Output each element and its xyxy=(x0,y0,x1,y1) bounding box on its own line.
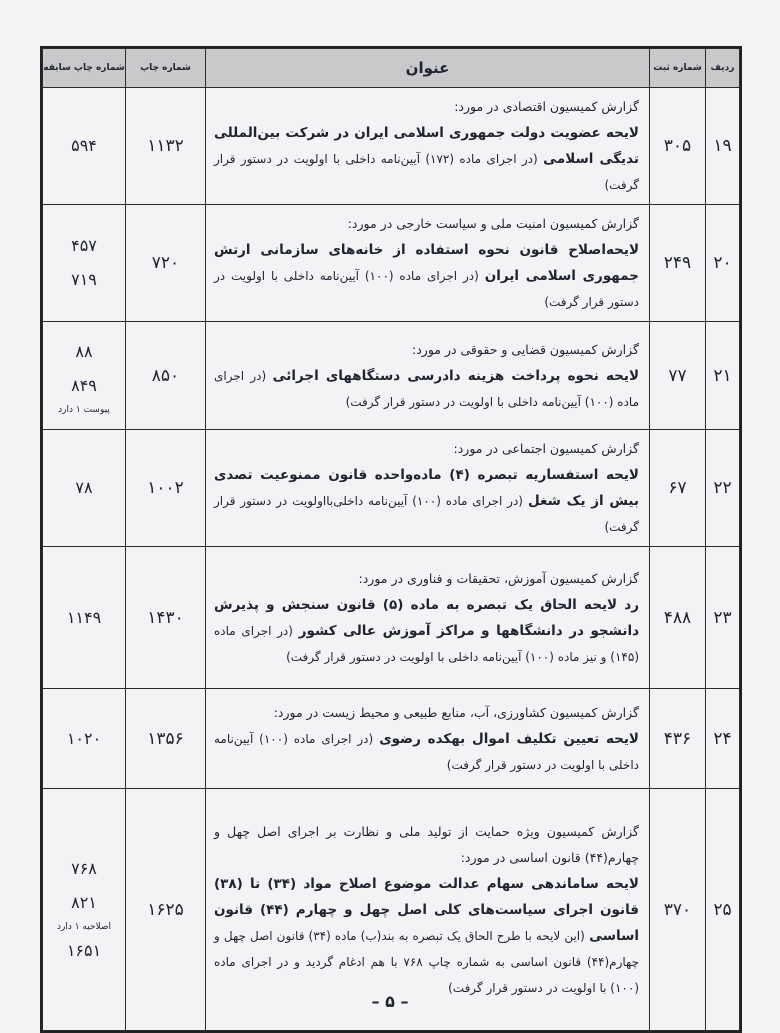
previous-print-number: ۸۸ xyxy=(75,341,93,361)
print-number: ۱۱۳۲ xyxy=(126,88,206,205)
list-number: ۳۰۵ xyxy=(650,88,706,205)
table-row xyxy=(43,205,740,322)
previous-print-cell xyxy=(43,205,126,322)
print-number: ۱۰۰۲ xyxy=(126,430,206,547)
print-number: ۷۲۰ xyxy=(126,205,206,322)
row-number: ۲۵ xyxy=(706,789,740,1031)
header-list-number: شماره ثبت xyxy=(650,49,706,88)
previous-print-cell xyxy=(43,322,126,430)
bill-title: لایحه نحوه پرداخت هزینه دادرسی دستگاههای اجرائی xyxy=(272,367,640,384)
row-number: ۱۹ xyxy=(706,88,740,205)
row-number: ۲۴ xyxy=(706,689,740,789)
previous-print-note: اصلاحیه ۱ دارد xyxy=(56,921,112,932)
commission-intro: گزارش کمیسیون ویژه حمایت از تولید ملی و نظارت بر اجرای اصل چهل و چهارم(۴۴) قانون اساسی در مورد: xyxy=(214,823,639,865)
commission-intro: گزارش کمیسیون امنیت ملی و سیاست خارجی در مورد: xyxy=(347,216,639,231)
commission-intro: گزارش کمیسیون اجتماعی در مورد: xyxy=(453,441,639,456)
previous-print-number: ۱۰۲۰ xyxy=(66,728,102,748)
row-number: ۲۱ xyxy=(706,322,740,430)
agenda-table xyxy=(42,48,740,1031)
print-number: ۱۴۳۰ xyxy=(126,547,206,689)
row-number: ۲۲ xyxy=(706,430,740,547)
title-cell xyxy=(206,430,650,547)
table-row xyxy=(43,689,740,789)
table-row xyxy=(43,322,740,430)
commission-intro: گزارش کمیسیون آموزش، تحقیقات و فناوری در مورد: xyxy=(358,570,639,586)
bill-title: لایحه تعیین تکلیف اموال بهکده رضوی xyxy=(379,730,639,747)
list-number: ۴۸۸ xyxy=(650,547,706,689)
title-cell xyxy=(206,689,650,789)
table-row xyxy=(43,430,740,547)
previous-print-number: ۱۶۵۱ xyxy=(66,940,102,960)
table-row xyxy=(43,547,740,689)
commission-intro: گزارش کمیسیون اقتصادی در مورد: xyxy=(454,99,639,114)
previous-print-number: ۷۸ xyxy=(75,478,93,497)
print-number: ۸۵۰ xyxy=(126,322,206,430)
title-cell xyxy=(206,547,650,689)
bill-title: رد لایحه الحاق یک تبصره به ماده (۵) قانون سنجش و پذیرش دانشجو در دانشگاهها و مراکز آموزش عالی کشور xyxy=(214,596,640,639)
previous-print-cell xyxy=(43,547,126,689)
bill-note: (در اجرای ماده (۱۴۵) و نیز ماده (۱۰۰) آیین‌نامه داخلی با اولویت در دستور قرار گرفت) xyxy=(214,623,639,664)
list-number: ۷۷ xyxy=(650,322,706,430)
table-header-row xyxy=(43,49,740,88)
agenda-table-frame xyxy=(40,46,742,1033)
previous-print-note: پیوست ۱ دارد xyxy=(58,404,110,415)
row-number: ۲۳ xyxy=(706,547,740,689)
header-print-number: شماره چاپ xyxy=(126,49,206,88)
print-number: ۱۳۵۶ xyxy=(126,689,206,789)
bill-note: (در اجرای ماده (۱۰۰) آیین‌نامه داخلی با اولویت در دستور قرار گرفت) xyxy=(214,368,639,409)
bill-title: لایحه‌اصلاح قانون نحوه استفاده از خانه‌های سازمانی ارتش جمهوری اسلامی ایران xyxy=(214,242,639,284)
previous-print-number: ۱۱۴۹ xyxy=(66,607,102,627)
title-cell xyxy=(206,88,650,205)
bill-note: (در اجرای ماده (۱۰۰) آیین‌نامه داخلی با اولویت در دستور قرار گرفت) xyxy=(214,731,639,772)
bill-title: لایحه ساماندهی سهام عدالت موضوع اصلاح مواد (۳۴) تا (۳۸) قانون اجرای سیاست‌های کلی اصل چهل و چهارم (۴۴) قانون اساسی xyxy=(214,875,639,944)
title-cell xyxy=(206,322,650,430)
bill-note: (در اجرای ماده (۱۰۰) آیین‌نامه داخلی‌بااولویت در دستور قرار گرفت) xyxy=(214,494,639,534)
page-number: – ۵ – xyxy=(371,992,409,1011)
list-number: ۳۷۰ xyxy=(650,789,706,1031)
list-number: ۲۴۹ xyxy=(650,205,706,322)
list-number: ۶۷ xyxy=(650,430,706,547)
table-row xyxy=(43,88,740,205)
previous-print-cell xyxy=(43,689,126,789)
previous-print-number: ۸۴۹ xyxy=(71,375,97,395)
previous-print-number: ۸۲۱ xyxy=(71,892,97,912)
header-title: عنوان xyxy=(206,49,650,88)
commission-intro: گزارش کمیسیون قضایی و حقوقی در مورد: xyxy=(412,341,639,357)
commission-intro: گزارش کمیسیون کشاورزی، آب، منابع طبیعی و محیط زیست در مورد: xyxy=(273,704,639,720)
list-number: ۴۳۶ xyxy=(650,689,706,789)
previous-print-number: ۷۶۸ xyxy=(71,858,97,878)
previous-print-cell xyxy=(43,88,126,205)
previous-print-cell xyxy=(43,430,126,547)
previous-print-number: ۷۱۹ xyxy=(71,270,97,289)
bill-note: (این لایحه با طرح الحاق یک تبصره به بند(ب) ماده (۳۴) قانون اصل چهل و چهارم(۴۴) قانون اساسی به شماره چاپ ۷۶۸ با هم ادغام گردید و در اجرای ماده (۱۰۰) با اولویت در دستور قرار گرفت) xyxy=(214,928,639,995)
previous-print-number: ۴۵۷ xyxy=(71,236,97,255)
bill-title: لایحه عضویت دولت جمهوری اسلامی ایران در شرکت بین‌المللی تدیگی اسلامی xyxy=(214,125,639,167)
previous-print-number: ۵۹۴ xyxy=(71,136,97,155)
header-previous-print: شماره چاپ سابقه xyxy=(43,49,126,88)
header-row-number: ردیف xyxy=(706,49,740,88)
row-number: ۲۰ xyxy=(706,205,740,322)
title-cell xyxy=(206,205,650,322)
bill-note: (در اجرای ماده (۱۷۲) آیین‌نامه داخلی با اولویت در دستور قرار گرفت) xyxy=(214,152,639,192)
bill-title: لایحه استفساریه تبصره (۴) ماده‌واحده قانون ممنوعیت تصدی بیش از یک شغل xyxy=(214,467,639,509)
bill-note: (در اجرای ماده (۱۰۰) آیین‌نامه داخلی با اولویت در دستور قرار گرفت) xyxy=(214,269,639,309)
print-number: ۱۶۲۵ xyxy=(126,789,206,1031)
